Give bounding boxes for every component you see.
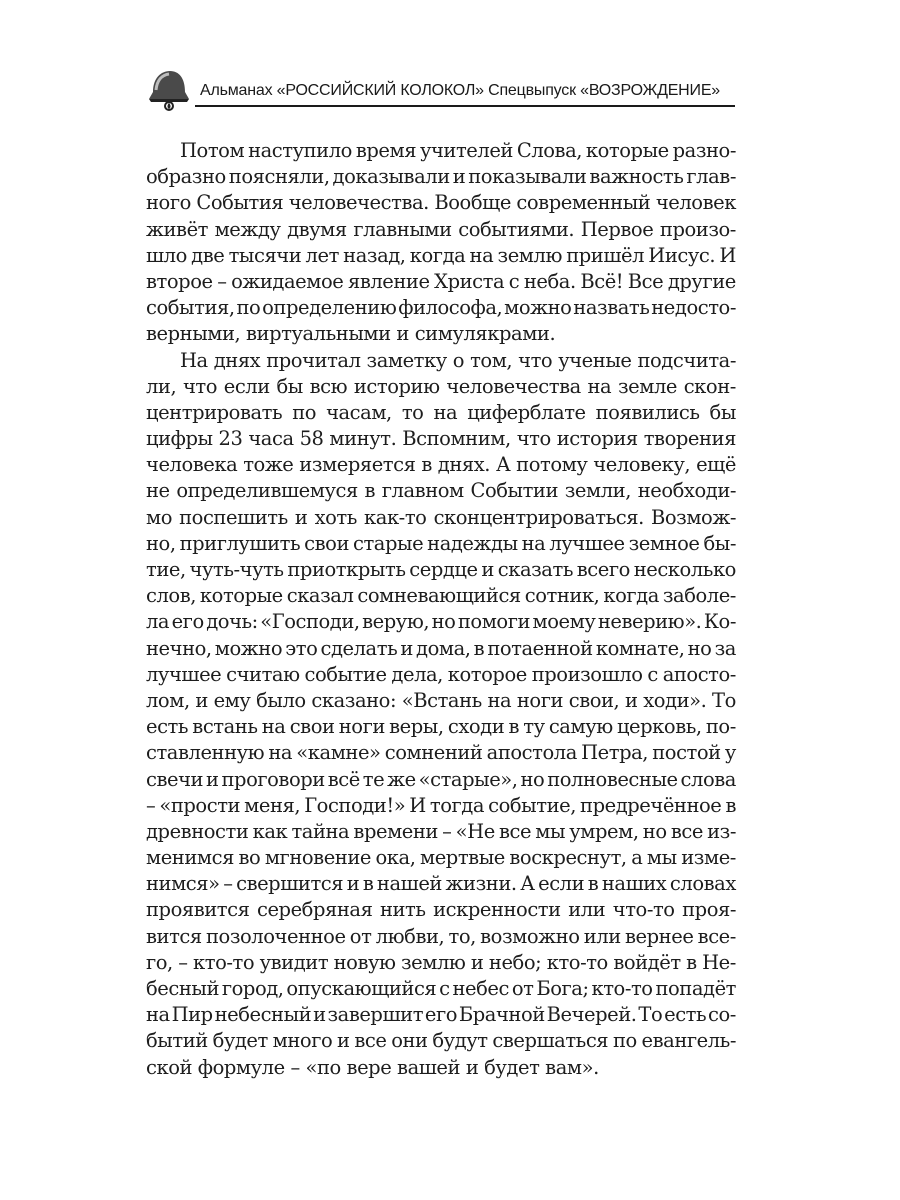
text-line: мо поспешить и хоть как-то сконцентрироваться. Возмож- (146, 505, 736, 529)
text-line: центрировать по часам, то на циферблате появились бы (146, 400, 736, 424)
text-line: ставленную на «камне» сомнений апостола Петра, постой у (146, 741, 736, 765)
text-line: бесный город, опускающийся с небес от Бога; кто-то попадёт (146, 977, 736, 1000)
running-head-title: Альманах «РОССИЙСКИЙ КОЛОКОЛ» Спецвыпуск «ВОЗРОЖДЕНИЕ» (200, 82, 720, 99)
text-line: лом, и ему было сказано: «Встань на ноги свои, и ходи». То (146, 688, 736, 712)
text-line: Потом наступило время учителей Слова, которые разно- (180, 139, 736, 162)
text-line: второе – ожидаемое явление Христа с неба. Всё! Все другие (146, 269, 736, 293)
text-line: тие, чуть-чуть приоткрыть сердце и сказать всего несколько (146, 558, 736, 581)
text-line: не определившемуся в главном Событии земли, необходи- (146, 479, 736, 503)
text-line: цифры 23 часа 58 минут. Вспомним, что история творения (146, 427, 736, 451)
bell-logo-icon (145, 66, 191, 112)
text-line: бытий будет много и все они будут свершаться по евангель- (146, 1029, 736, 1053)
text-line: свечи и проговори всё те же «старые», но полновесные слова (146, 767, 736, 791)
text-line: события, по определению философа, можно назвать недосто- (146, 296, 736, 320)
text-line: но, приглушить свои старые надежды на лучшее земное бы- (146, 531, 736, 555)
body-text (146, 138, 736, 1081)
text-line: образно поясняли, доказывали и показывали важность глав- (146, 165, 736, 189)
running-header (145, 66, 735, 112)
text-line: верными, виртуальными и симулякрами. (146, 322, 556, 346)
text-line: шло две тысячи лет назад, когда на землю пришёл Иисус. И (146, 243, 736, 267)
text-line: нечно, можно это сделать и дома, в потаенной комнате, но за (146, 636, 736, 660)
text-line: ской формуле – «по вере вашей и будет вам». (146, 1055, 599, 1079)
text-line: го, – кто-то увидит новую землю и небо; кто-то войдёт в Не- (146, 950, 736, 974)
text-line: человека тоже измеряется в днях. А потому человеку, ещё (146, 453, 736, 477)
text-line: На днях прочитал заметку о том, что ученые подсчита- (180, 348, 736, 372)
text-line: – «прости меня, Господи!» И тогда событие, предречённое в (146, 793, 736, 817)
text-line: есть встань на свои ноги веры, сходи в ту самую церковь, по- (146, 715, 736, 739)
text-line: слов, которые сказал сомневающийся сотник, когда заболе- (146, 584, 736, 608)
header-rule (195, 105, 735, 107)
text-line: ного События человечества. Вообще современный человек (146, 191, 736, 215)
text-line: на Пир небесный и завершит его Брачной Вечерей. То есть со- (146, 1003, 736, 1027)
text-line: вится позолоченное от любви, то, возможно или вернее все- (146, 924, 736, 948)
text-line: живёт между двумя главными событиями. Первое произо- (146, 217, 736, 241)
text-line: ла его дочь: «Господи, верую, но помоги моему неверию». Ко- (146, 610, 736, 634)
text-line: ли, что если бы всю историю человечества на земле скон- (146, 374, 736, 398)
text-line: древности как тайна времени – «Не все мы умрем, но все из- (146, 819, 736, 843)
text-line: проявится серебряная нить искренности или что-то проя- (146, 898, 736, 922)
text-line: лучшее считаю событие дела, которое произошло с апосто- (146, 662, 736, 686)
text-line: менимся во мгновение ока, мертвые воскреснут, а мы изме- (146, 846, 736, 870)
text-line: нимся» – свершится и в нашей жизни. А если в наших словах (146, 872, 736, 896)
